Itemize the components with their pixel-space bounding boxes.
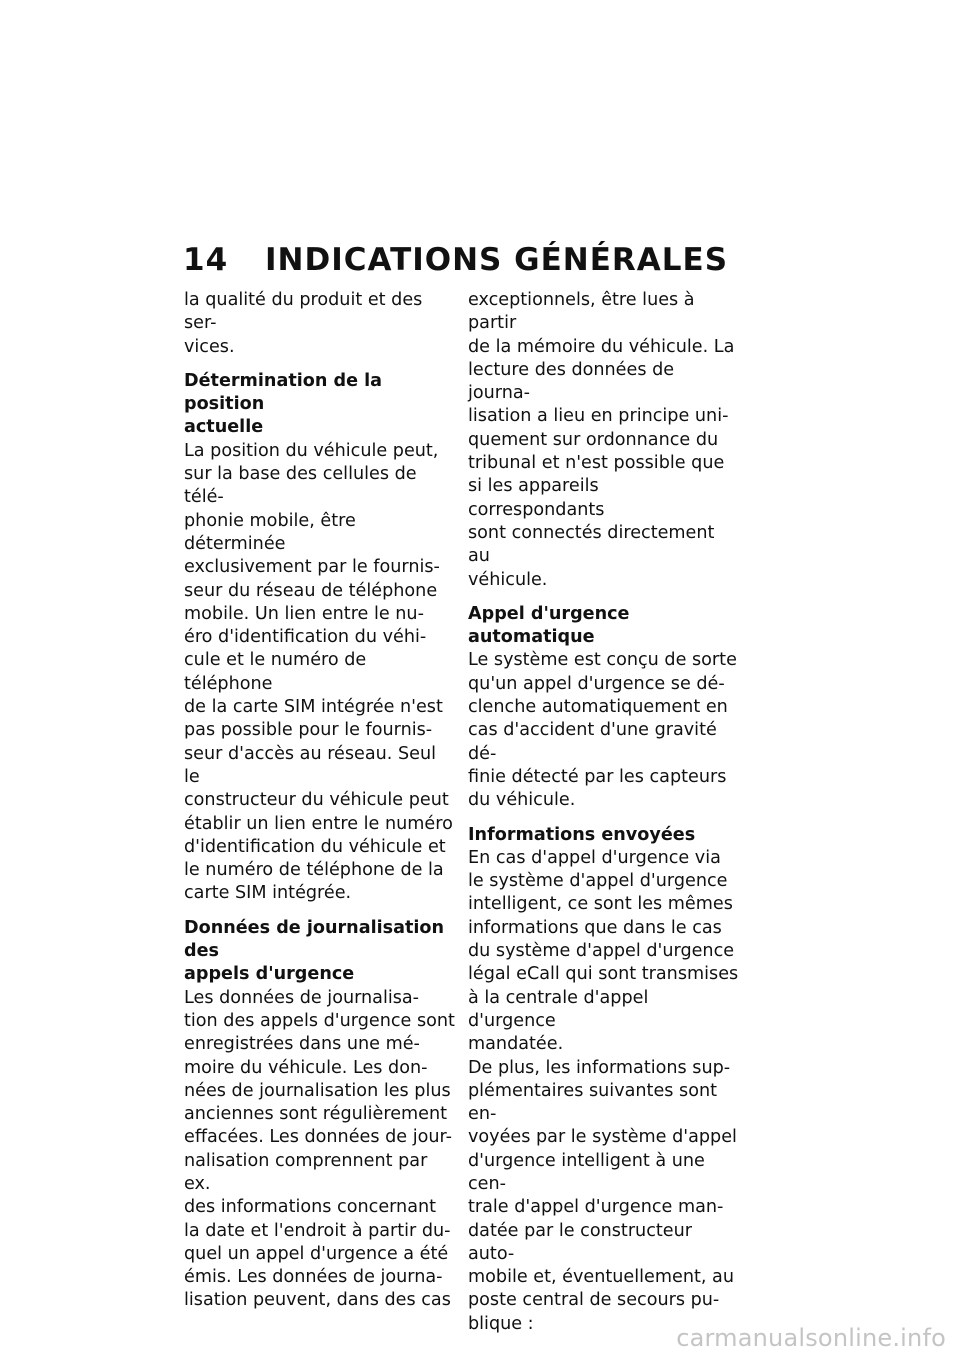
info-sent-heading: Informations envoyées <box>468 824 696 845</box>
position-heading: Détermination de la position actuelle <box>184 370 383 438</box>
page-header <box>183 242 728 278</box>
position-paragraph: La position du véhicule peut, sur la base des cellules de télé- phonie mobile, être déterminée exclusivement par le fournis- seur du réseau de téléphone mobile. Un lien entre le nu- éro d'identification du véhi- cule et le numéro de téléphone de la carte SIM intégrée n'est pas possible pour le fournis- seur d'accès au réseau. Seul le constructeur du véhicule peut établir un lien entre le numéro d'identification du véhicule et le numéro de téléphone de la carte SIM intégrée. <box>184 440 453 904</box>
intro-paragraph: la qualité du produit et des ser- vices. <box>184 290 423 357</box>
log-heading: Données de journalisation des appels d'urgence <box>184 917 445 985</box>
chapter-number: 14 <box>183 242 229 278</box>
auto-call-paragraph: Le système est conçu de sorte qu'un appel d'urgence se dé- clenche automatiquement en cas d'accident d'une gravité dé- finie détecté par les capteurs du véhicule. <box>468 650 737 811</box>
info-sent-paragraph-2: De plus, les informations sup- plémentaires suivantes sont en- voyées par le système d'appel d'urgence intelligent à une cen- trale d'appel d'urgence man- datée par le constructeur auto- mobile et, éventuellement, au poste central de secours pu- blique : <box>468 1057 737 1334</box>
log-paragraph: Les données de journalisa- tion des appels d'urgence sont enregistrées dans une mé- moire du véhicule. Les don- nées de journalisation les plus anciennes sont régulièrement effacées. Les données de jour- nalisation comprennent par ex. des informations concernant la date et l'endroit à partir du- quel un appel d'urgence a été émis. Les données de journa- lisation peuvent, dans des cas <box>184 987 455 1311</box>
chapter-title: INDICATIONS GÉNÉRALES <box>265 242 729 278</box>
left-column <box>184 289 456 1313</box>
continuation-paragraph: exceptionnels, être lues à partir de la mémoire du véhicule. La lecture des données de journa- lisation a lieu en principe uni- quement sur ordonnance du tribunal et n'est possible que si les appareils correspondants sont connectés directement au véhicule. <box>468 290 735 590</box>
right-column <box>468 289 740 1336</box>
watermark: carmanualsonline.info <box>676 1324 946 1352</box>
auto-call-heading: Appel d'urgence automatique <box>468 603 630 648</box>
info-sent-paragraph: En cas d'appel d'urgence via le système d'appel d'urgence intelligent, ce sont les mêmes informations que dans le cas du système d'appel d'urgence légal eCall qui sont transmises à la centrale d'appel d'urgence mandatée. <box>468 847 739 1055</box>
